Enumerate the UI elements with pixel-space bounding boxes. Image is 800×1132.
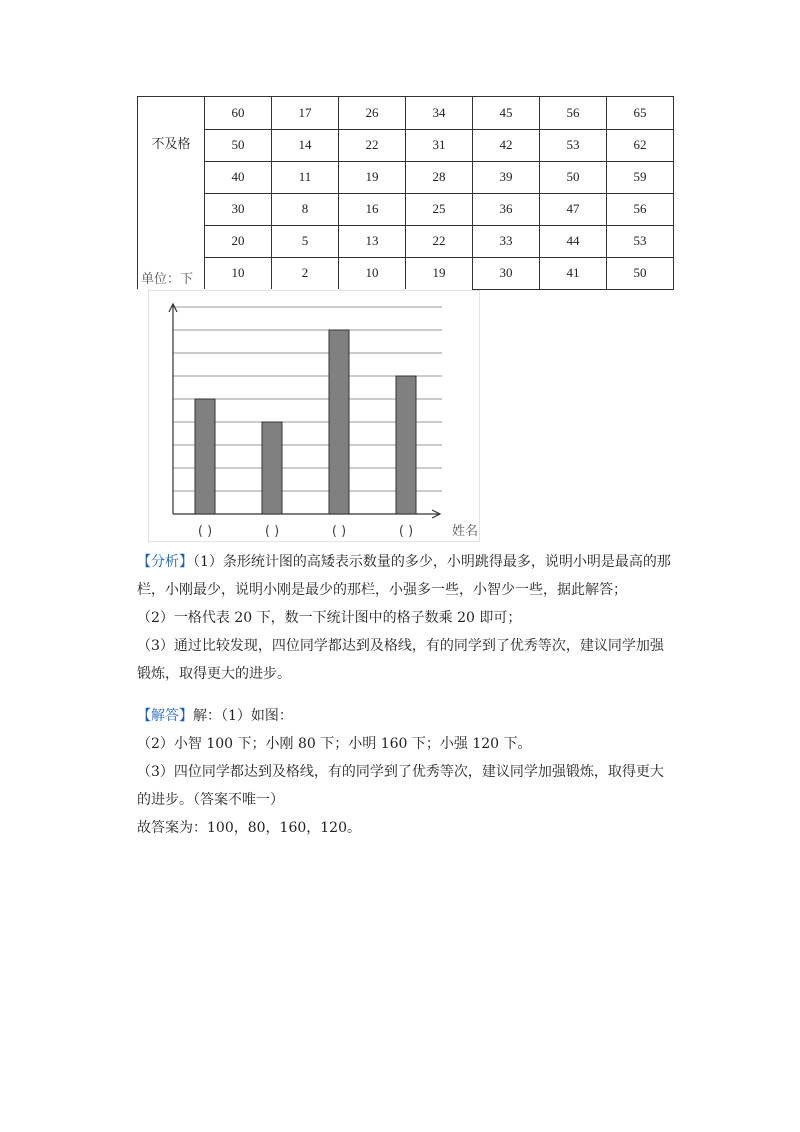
table-cell: 53 — [607, 225, 674, 257]
table-cell: 14 — [272, 129, 339, 161]
table-row — [138, 161, 674, 193]
table-cell: 20 — [205, 225, 272, 257]
table-cell: 50 — [540, 161, 607, 193]
table-cell: 53 — [540, 129, 607, 161]
analysis-line-2: （2）一格代表 20 下，数一下统计图中的格子数乘 20 即可； — [137, 610, 522, 626]
table-cell: 31 — [406, 129, 473, 161]
answer-line-1: 【解答】解：（1）如图： — [137, 708, 293, 724]
table-row-label: 不及格 — [138, 129, 205, 161]
category-label: ( ) — [264, 524, 280, 539]
table-cell: 60 — [205, 97, 272, 130]
table-empty-cell — [138, 225, 205, 257]
answer-line-2: （2）小智 100 下；小刚 80 下；小明 160 下；小强 120 下。 — [137, 736, 532, 752]
table-cell: 19 — [406, 257, 473, 289]
table-row — [138, 225, 674, 257]
chart-unit-label: 单位：下 — [141, 272, 194, 287]
table-cell: 62 — [607, 129, 674, 161]
table-empty-cell — [138, 161, 205, 193]
table-empty-cell — [138, 193, 205, 225]
table-cell: 28 — [406, 161, 473, 193]
table-cell: 11 — [272, 161, 339, 193]
table-empty-cell — [138, 97, 205, 130]
bar — [195, 399, 215, 514]
bar — [396, 376, 416, 514]
table-cell: 50 — [205, 129, 272, 161]
table-cell: 22 — [406, 225, 473, 257]
table-cell: 25 — [406, 193, 473, 225]
table-cell: 56 — [540, 97, 607, 130]
table-cell: 16 — [339, 193, 406, 225]
table-cell: 30 — [473, 257, 540, 289]
table-cell: 30 — [205, 193, 272, 225]
analysis-section — [137, 548, 677, 688]
table-cell: 2 — [272, 257, 339, 289]
table-cell: 10 — [205, 257, 272, 289]
analysis-line-1: 【分析】（1）条形统计图的高矮表示数量的多少，小明跳得最多，说明小明是最高的那栏，小刚最少，说明小刚是最少的那栏，小强多一些，小智少一些，据此解答； — [137, 554, 671, 598]
table-cell: 39 — [473, 161, 540, 193]
category-label: ( ) — [331, 524, 347, 539]
answer-final: 故答案为：100，80，160，120。 — [137, 820, 361, 836]
bar — [329, 330, 349, 514]
answer-line-3: （3）四位同学都达到及格线，有的同学到了优秀等次，建议同学加强锻炼，取得更大的进步。（答案不唯一） — [137, 764, 664, 808]
score-table — [137, 96, 674, 290]
table-cell: 56 — [607, 193, 674, 225]
table-cell: 17 — [272, 97, 339, 130]
analysis-tag: 【分析】 — [137, 554, 193, 570]
table-cell: 22 — [339, 129, 406, 161]
answer-section — [137, 702, 677, 842]
table-cell: 65 — [607, 97, 674, 130]
table-cell: 36 — [473, 193, 540, 225]
table-row — [138, 97, 674, 130]
table-cell: 45 — [473, 97, 540, 130]
analysis-line-3: （3）通过比较发现，四位同学都达到及格线，有的同学到了优秀等次，建议同学加强锻炼，取得更大的进步。 — [137, 638, 664, 682]
table-cell: 40 — [205, 161, 272, 193]
category-label: ( ) — [197, 524, 213, 539]
table-cell: 59 — [607, 161, 674, 193]
table-cell: 34 — [406, 97, 473, 130]
x-axis-label: 姓名 — [452, 524, 479, 539]
table-cell: 50 — [607, 257, 674, 289]
category-label: ( ) — [398, 524, 414, 539]
table-cell: 33 — [473, 225, 540, 257]
table-cell: 41 — [540, 257, 607, 289]
table-cell: 44 — [540, 225, 607, 257]
bar-chart — [140, 282, 480, 544]
table-cell: 47 — [540, 193, 607, 225]
answer-tag: 【解答】 — [137, 708, 193, 724]
table-cell: 19 — [339, 161, 406, 193]
table-cell: 8 — [272, 193, 339, 225]
table-row — [138, 129, 674, 161]
table-cell: 42 — [473, 129, 540, 161]
table-row — [138, 193, 674, 225]
table-cell: 26 — [339, 97, 406, 130]
table-cell: 10 — [339, 257, 406, 289]
table-cell: 13 — [339, 225, 406, 257]
table-cell: 5 — [272, 225, 339, 257]
bar — [262, 422, 282, 514]
